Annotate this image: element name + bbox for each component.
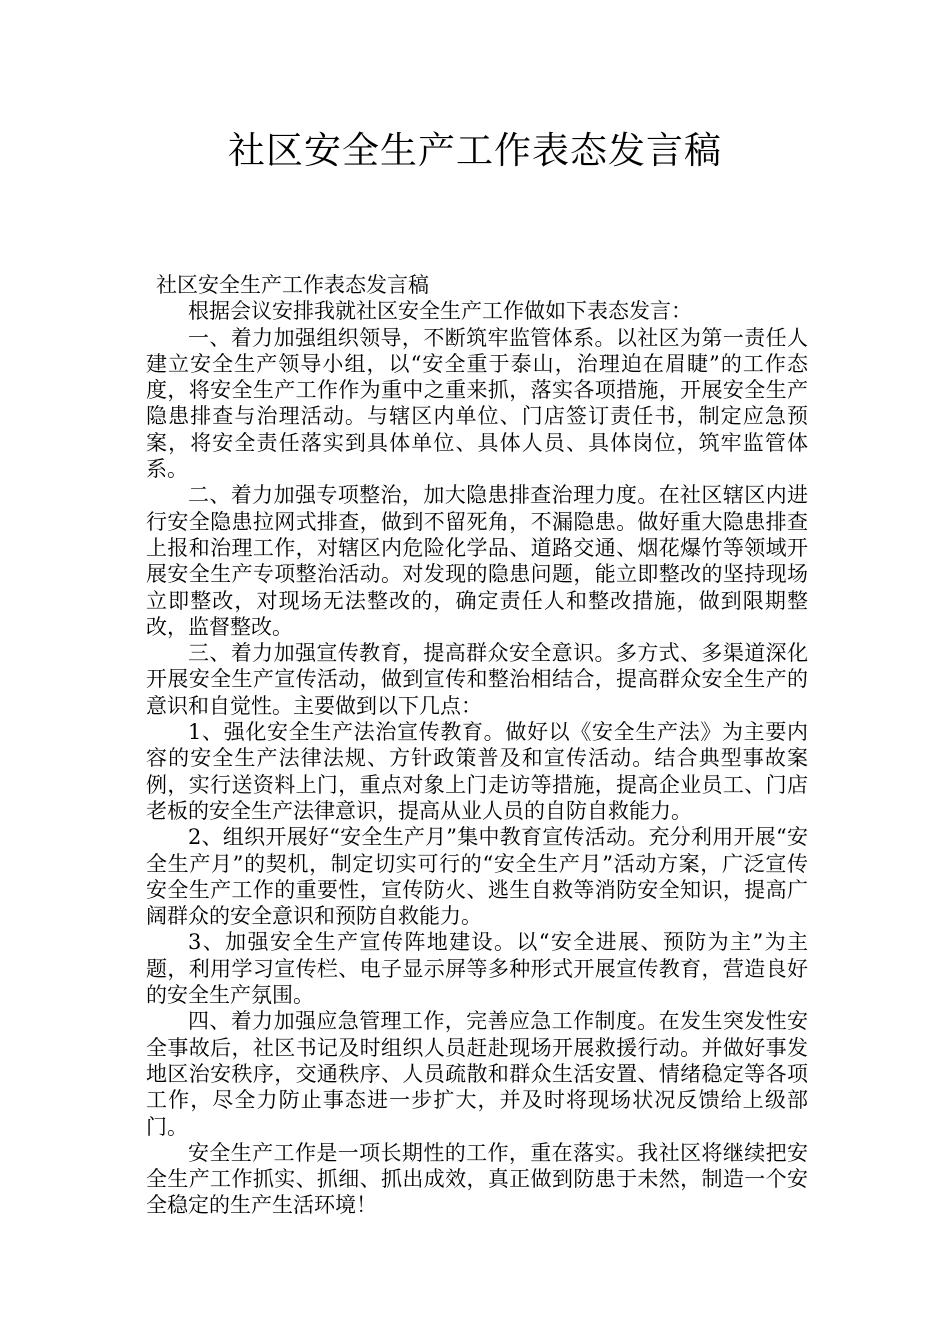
paragraph-section-1: 一、着力加强组织领导，不断筑牢监管体系。以社区为第一责任人建立安全生产领导小组，以“安全重于泰山，治理迫在眉睫”的工作态度，将安全生产工作作为重中之重来抓，落实各项措施，开展安全生产隐患排查与治理活动。与辖区内单位、门店签订责任书，制定应急预案，将安全责任落实到具体单位、具体人员、具体岗位，筑牢监管体系。 — [146, 325, 808, 482]
paragraph-conclusion: 安全生产工作是一项长期性的工作，重在落实。我社区将继续把安全生产工作抓实、抓细、抓出成效，真正做到防患于未然，制造一个安全稳定的生产生活环境！ — [146, 1140, 808, 1218]
document-subtitle: 社区安全生产工作表态发言稿 — [156, 273, 429, 297]
document-title: 社区安全生产工作表态发言稿 — [228, 129, 722, 172]
paragraph-section-2: 二、着力加强专项整治，加大隐患排查治理力度。在社区辖区内进行安全隐患拉网式排查，做到不留死角，不漏隐患。做好重大隐患排查上报和治理工作，对辖区内危险化学品、道路交通、烟花爆竹等领域开展安全生产专项整治活动。对发现的隐患问题，能立即整改的坚持现场立即整改，对现场无法整改的，确定责任人和整改措施，做到限期整改，监督整改。 — [146, 483, 808, 639]
paragraph-item-3: 3、加强安全生产宣传阵地建设。以“安全进展、预防为主”为主题，利用学习宣传栏、电子显示屏等多种形式开展宣传教育，营造良好的安全生产氛围。 — [146, 930, 808, 1008]
paragraph-section-3: 三、着力加强宣传教育，提高群众安全意识。多方式、多渠道深化开展安全生产宣传活动，做到宣传和整治相结合，提高群众安全生产的意识和自觉性。主要做到以下几点： — [146, 641, 808, 718]
paragraph-section-4: 四、着力加强应急管理工作，完善应急工作制度。在发生突发性安全事故后，社区书记及时组织人员赶赴现场开展救援行动。并做好事发地区治安秩序，交通秩序、人员疏散和群众生活安置、情绪稳定等各项工作，尽全力防止事态进一步扩大，并及时将现场状况反馈给上级部门。 — [146, 1009, 808, 1139]
paragraph-item-2: 2、组织开展好“安全生产月”集中教育宣传活动。充分利用开展“安全生产月”的契机，制定切实可行的“安全生产月”活动方案，广泛宣传安全生产工作的重要性，宣传防火、逃生自救等消防安全知识，提高广阔群众的安全意识和预防自救能力。 — [146, 825, 808, 929]
document-body — [146, 272, 808, 1219]
paragraph-item-1: 1、强化安全生产法治宣传教育。做好以《安全生产法》为主要内容的安全生产法律法规、方针政策普及和宣传活动。结合典型事故案例，实行送资料上门，重点对象上门走访等措施，提高企业员工、门店老板的安全生产法律意识，提高从业人员的自防自救能力。 — [146, 720, 808, 823]
paragraph-intro: 根据会议安排我就社区安全生产工作做如下表态发言： — [188, 299, 692, 324]
